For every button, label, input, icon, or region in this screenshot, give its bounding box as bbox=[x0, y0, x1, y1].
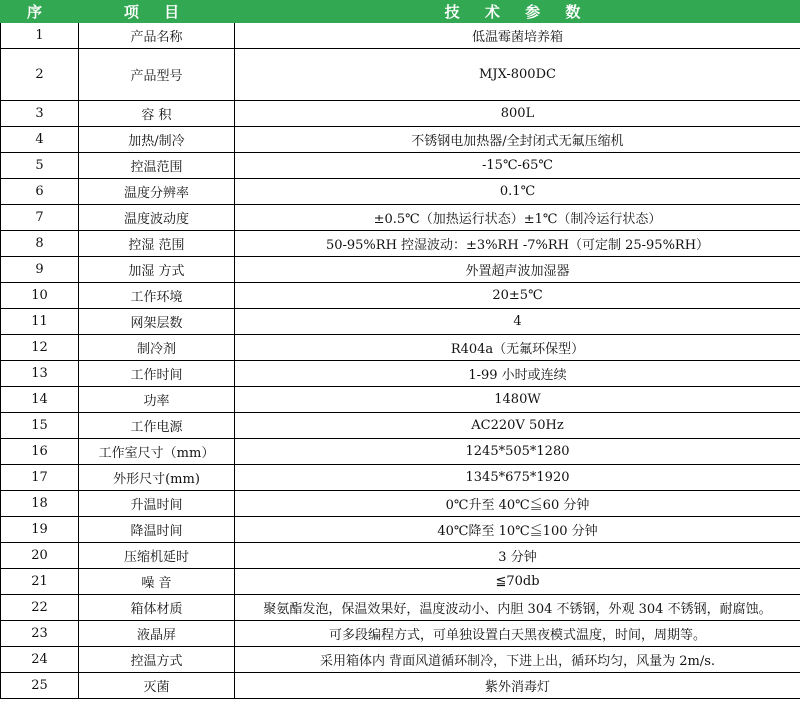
row-number: 10 bbox=[1, 283, 79, 309]
table-row bbox=[1, 595, 800, 621]
row-item: 产品名称 bbox=[79, 23, 235, 49]
row-number: 3 bbox=[1, 101, 79, 127]
row-value: AC220V 50Hz bbox=[235, 413, 800, 439]
table-row bbox=[1, 439, 800, 465]
row-item: 加热/制冷 bbox=[79, 127, 235, 153]
row-value: 50-95%RH 控湿波动：±3%RH -7%RH（可定制 25-95%RH） bbox=[235, 231, 800, 257]
row-number: 11 bbox=[1, 309, 79, 335]
table-row bbox=[1, 491, 800, 517]
row-value: 外置超声波加湿器 bbox=[235, 257, 800, 283]
row-item: 容 积 bbox=[79, 101, 235, 127]
row-item: 控湿 范围 bbox=[79, 231, 235, 257]
row-number: 8 bbox=[1, 231, 79, 257]
row-value: 1-99 小时或连续 bbox=[235, 361, 800, 387]
row-item: 控温范围 bbox=[79, 153, 235, 179]
row-number: 1 bbox=[1, 23, 79, 49]
row-value: -15℃-65℃ bbox=[235, 153, 800, 179]
row-item: 压缩机延时 bbox=[79, 543, 235, 569]
table-row bbox=[1, 49, 800, 101]
header-item: 项 目 bbox=[79, 1, 235, 23]
table-row bbox=[1, 413, 800, 439]
row-value: 低温霉菌培养箱 bbox=[235, 23, 800, 49]
row-value: 不锈钢电加热器/全封闭式无氟压缩机 bbox=[235, 127, 800, 153]
table-row bbox=[1, 569, 800, 595]
row-value: 0.1℃ bbox=[235, 179, 800, 205]
row-value: 40℃降至 10℃≦100 分钟 bbox=[235, 517, 800, 543]
row-item: 工作电源 bbox=[79, 413, 235, 439]
row-item: 工作室尺寸（mm） bbox=[79, 439, 235, 465]
row-number: 21 bbox=[1, 569, 79, 595]
row-item: 功率 bbox=[79, 387, 235, 413]
table-row bbox=[1, 361, 800, 387]
row-item: 外形尺寸(mm) bbox=[79, 465, 235, 491]
table-row bbox=[1, 621, 800, 647]
row-item: 降温时间 bbox=[79, 517, 235, 543]
row-number: 4 bbox=[1, 127, 79, 153]
row-value: 1245*505*1280 bbox=[235, 439, 800, 465]
header-row bbox=[1, 1, 800, 23]
row-item: 工作环境 bbox=[79, 283, 235, 309]
table-row bbox=[1, 231, 800, 257]
table-row bbox=[1, 153, 800, 179]
row-value: 聚氨酯发泡，保温效果好，温度波动小、内胆 304 不锈钢，外观 304 不锈钢，耐腐蚀。 bbox=[235, 595, 800, 621]
row-value: ±0.5℃（加热运行状态）±1℃（制冷运行状态） bbox=[235, 205, 800, 231]
row-item: 工作时间 bbox=[79, 361, 235, 387]
row-item: 加湿 方式 bbox=[79, 257, 235, 283]
table-row bbox=[1, 335, 800, 361]
header-value: 技 术 参 数 bbox=[235, 1, 800, 23]
row-value: 1345*675*1920 bbox=[235, 465, 800, 491]
row-value: ≦70db bbox=[235, 569, 800, 595]
row-value: 0℃升至 40℃≦60 分钟 bbox=[235, 491, 800, 517]
row-item: 温度分辨率 bbox=[79, 179, 235, 205]
row-number: 19 bbox=[1, 517, 79, 543]
spec-table-body bbox=[1, 23, 800, 699]
row-item: 温度波动度 bbox=[79, 205, 235, 231]
spec-table-header bbox=[1, 1, 800, 23]
row-value: 采用箱体内 背面风道循环制冷，下进上出，循环均匀，风量为 2m/s. bbox=[235, 647, 800, 673]
row-number: 9 bbox=[1, 257, 79, 283]
row-item: 网架层数 bbox=[79, 309, 235, 335]
table-row bbox=[1, 283, 800, 309]
row-value: 紫外消毒灯 bbox=[235, 673, 800, 699]
row-number: 13 bbox=[1, 361, 79, 387]
row-value: R404a（无氟环保型） bbox=[235, 335, 800, 361]
row-number: 20 bbox=[1, 543, 79, 569]
row-number: 2 bbox=[1, 49, 79, 101]
row-number: 22 bbox=[1, 595, 79, 621]
row-number: 5 bbox=[1, 153, 79, 179]
table-row bbox=[1, 465, 800, 491]
row-value: 4 bbox=[235, 309, 800, 335]
row-value: 800L bbox=[235, 101, 800, 127]
row-number: 12 bbox=[1, 335, 79, 361]
row-item: 灭菌 bbox=[79, 673, 235, 699]
row-number: 7 bbox=[1, 205, 79, 231]
row-number: 23 bbox=[1, 621, 79, 647]
row-number: 14 bbox=[1, 387, 79, 413]
row-number: 15 bbox=[1, 413, 79, 439]
row-item: 产品型号 bbox=[79, 49, 235, 101]
row-number: 18 bbox=[1, 491, 79, 517]
row-number: 25 bbox=[1, 673, 79, 699]
row-item: 升温时间 bbox=[79, 491, 235, 517]
table-row bbox=[1, 517, 800, 543]
row-item: 箱体材质 bbox=[79, 595, 235, 621]
row-value: MJX-800DC bbox=[235, 49, 800, 101]
row-number: 24 bbox=[1, 647, 79, 673]
table-row bbox=[1, 205, 800, 231]
row-item: 液晶屏 bbox=[79, 621, 235, 647]
row-number: 17 bbox=[1, 465, 79, 491]
table-row bbox=[1, 23, 800, 49]
table-row bbox=[1, 179, 800, 205]
table-row bbox=[1, 387, 800, 413]
row-value: 1480W bbox=[235, 387, 800, 413]
table-row bbox=[1, 101, 800, 127]
table-row bbox=[1, 543, 800, 569]
table-row bbox=[1, 673, 800, 699]
row-number: 16 bbox=[1, 439, 79, 465]
header-no: 序 bbox=[1, 1, 79, 23]
table-row bbox=[1, 647, 800, 673]
row-value: 20±5℃ bbox=[235, 283, 800, 309]
row-item: 制冷剂 bbox=[79, 335, 235, 361]
row-item: 控温方式 bbox=[79, 647, 235, 673]
row-value: 可多段编程方式，可单独设置白天黑夜模式温度，时间，周期等。 bbox=[235, 621, 800, 647]
row-value: 3 分钟 bbox=[235, 543, 800, 569]
table-row bbox=[1, 257, 800, 283]
table-row bbox=[1, 127, 800, 153]
table-row bbox=[1, 309, 800, 335]
row-item: 噪 音 bbox=[79, 569, 235, 595]
row-number: 6 bbox=[1, 179, 79, 205]
